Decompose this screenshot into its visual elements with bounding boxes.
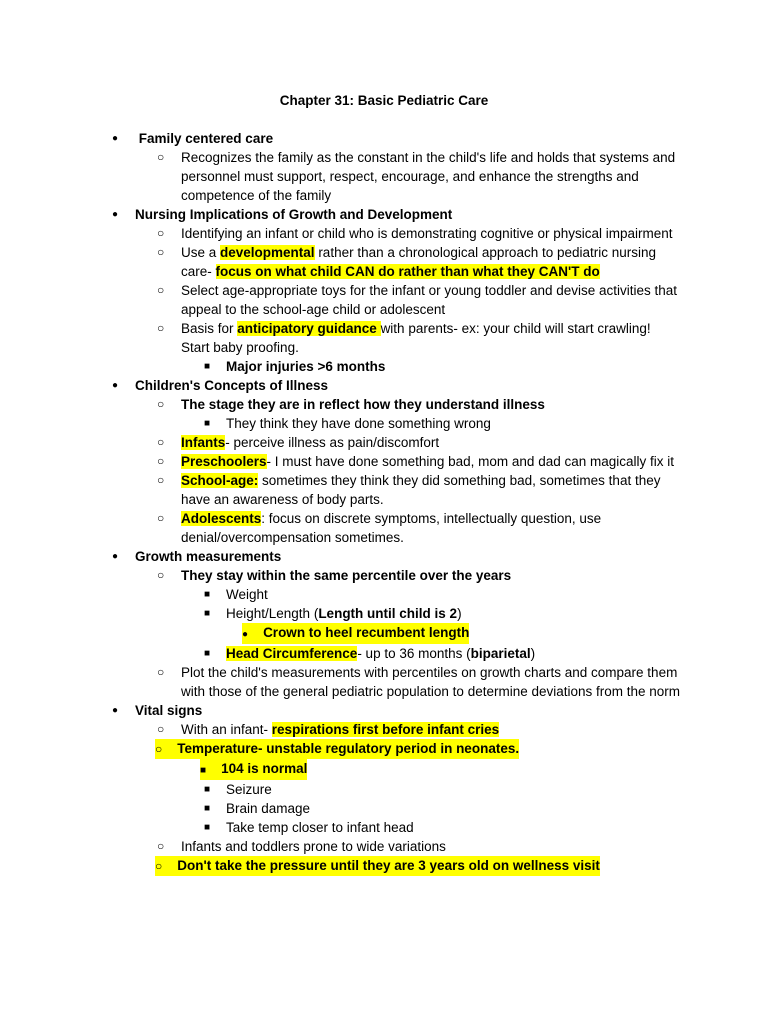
bullet-disc-icon: ● (112, 551, 119, 562)
list-item (0, 509, 768, 547)
bullet-square-icon: ■ (204, 361, 211, 372)
item-text: They think they have done something wrong (226, 416, 491, 431)
item-text: With an infant- respirations first before infant cries (181, 722, 500, 737)
highlight (155, 739, 519, 759)
document-body (0, 129, 768, 876)
item-text: Recognizes the family as the constant in the child's life and holds that systems and personnel must support, respect, encourage, and enhance the strengths and competence of the family (181, 150, 676, 203)
bullet-circle-icon: ○ (157, 839, 165, 853)
bullet-disc-icon: ● (112, 209, 119, 220)
highlight: Preschoolers (181, 454, 267, 469)
bullet-square-icon: ■ (204, 822, 211, 833)
list-item (0, 357, 768, 376)
highlight (155, 856, 600, 876)
list-item (0, 414, 768, 433)
list-item (0, 623, 768, 644)
list-item (0, 376, 768, 395)
bullet-square-icon: ■ (204, 608, 211, 619)
list-item (0, 818, 768, 837)
list-item (0, 799, 768, 818)
bullet-circle-icon: ○ (157, 473, 165, 487)
section-heading: Vital signs (135, 703, 203, 718)
bullet-circle-icon: ○ (157, 435, 165, 449)
bullet-circle-icon: ○ (155, 742, 163, 756)
list-item (0, 547, 768, 566)
list-item (0, 205, 768, 224)
highlight: developmental (220, 245, 315, 260)
highlight (200, 759, 307, 780)
bullet-circle-icon: ○ (157, 150, 165, 164)
item-text: Crown to heel recumbent length (263, 625, 470, 640)
bullet-disc-icon: ● (112, 133, 119, 144)
item-text: Basis for anticipatory guidance with parents- ex: your child will start crawling! Start baby proofing. (181, 321, 651, 355)
bullet-circle-icon: ○ (157, 397, 165, 411)
section-heading: Children's Concepts of Illness (135, 378, 328, 393)
highlight: anticipatory guidance (237, 321, 381, 336)
item-text: Brain damage (226, 801, 311, 816)
section-heading: Family centered care (138, 131, 274, 146)
list-item (0, 319, 768, 357)
list-item (0, 452, 768, 471)
list-item (0, 585, 768, 604)
item-text: Major injuries >6 months (226, 359, 386, 374)
item-text: Adolescents: focus on discrete symptoms, intellectually question, use denial/overcompensation sometimes. (181, 511, 602, 545)
bullet-circle-icon: ○ (157, 245, 165, 259)
list-item (0, 720, 768, 739)
bullet-disc-icon: ● (112, 705, 119, 716)
list-item (0, 663, 768, 701)
list-item (0, 837, 768, 856)
list-item (0, 129, 768, 148)
item-text: Seizure (226, 782, 272, 797)
item-text: Infants and toddlers prone to wide variations (181, 839, 446, 854)
list-item (0, 243, 768, 281)
bullet-disc-icon: ● (242, 629, 249, 640)
item-text: Take temp closer to infant head (226, 820, 414, 835)
list-item (0, 224, 768, 243)
item-text: Plot the child's measurements with percentiles on growth charts and compare them with those of the general pediatric population to determine deviations from the norm (181, 665, 681, 699)
bullet-circle-icon: ○ (157, 722, 165, 736)
list-item (0, 395, 768, 414)
bullet-circle-icon: ○ (155, 859, 163, 873)
list-item (0, 780, 768, 799)
list-item (0, 148, 768, 205)
bullet-circle-icon: ○ (157, 568, 165, 582)
bullet-square-icon: ■ (204, 589, 211, 600)
bullet-circle-icon: ○ (157, 321, 165, 335)
list-item (0, 281, 768, 319)
highlight: focus on what child CAN do rather than what they CAN'T do (215, 264, 600, 279)
item-text: Don't take the pressure until they are 3 years old on wellness visit (177, 858, 600, 873)
item-text: Infants- perceive illness as pain/discomfort (181, 435, 440, 450)
list-item (0, 759, 768, 780)
section-heading: Nursing Implications of Growth and Development (135, 207, 453, 222)
bullet-square-icon: ■ (204, 418, 211, 429)
highlight (242, 623, 469, 644)
bullet-circle-icon: ○ (157, 665, 165, 679)
bullet-circle-icon: ○ (157, 283, 165, 297)
list-item (0, 644, 768, 663)
highlight: School-age: (181, 473, 259, 488)
bullet-circle-icon: ○ (157, 454, 165, 468)
highlight: respirations first before infant cries (271, 722, 500, 737)
bullet-circle-icon: ○ (157, 511, 165, 525)
item-text: Identifying an infant or child who is demonstrating cognitive or physical impairment (181, 226, 673, 241)
highlight: Head Circumference (226, 646, 358, 661)
highlight: Infants (181, 435, 226, 450)
item-text: Height/Length (Length until child is 2) (226, 606, 462, 621)
item-text: The stage they are in reflect how they understand illness (181, 397, 545, 412)
item-text: School-age: sometimes they think they did something bad, sometimes that they have an awareness of body parts. (181, 473, 661, 507)
section-heading: Growth measurements (135, 549, 282, 564)
item-text: Use a developmental rather than a chronological approach to pediatric nursing care- focus on what child CAN do rather than what they CAN'T do (181, 245, 657, 279)
bullet-square-icon: ■ (204, 784, 211, 795)
bullet-square-icon: ■ (204, 803, 211, 814)
list-item (0, 604, 768, 623)
item-text: Preschoolers- I must have done something bad, mom and dad can magically fix it (181, 454, 675, 469)
item-text: Temperature- unstable regulatory period in neonates. (177, 741, 520, 756)
list-item (0, 471, 768, 509)
item-text: They stay within the same percentile over the years (181, 568, 512, 583)
bullet-circle-icon: ○ (157, 226, 165, 240)
bullet-square-icon: ■ (204, 648, 211, 659)
bullet-square-icon: ■ (200, 765, 207, 776)
highlight: Adolescents (181, 511, 262, 526)
item-text: Select age-appropriate toys for the infant or young toddler and devise activities that appeal to the school-age child or adolescent (181, 283, 678, 317)
list-item (0, 566, 768, 585)
item-text: 104 is normal (221, 761, 308, 776)
list-item (0, 739, 768, 759)
bullet-disc-icon: ● (112, 380, 119, 391)
list-item (0, 701, 768, 720)
list-item (0, 856, 768, 876)
item-text: Head Circumference- up to 36 months (biparietal) (226, 646, 536, 661)
list-item (0, 433, 768, 452)
item-text: Weight (226, 587, 268, 602)
page-title: Chapter 31: Basic Pediatric Care (279, 93, 489, 108)
